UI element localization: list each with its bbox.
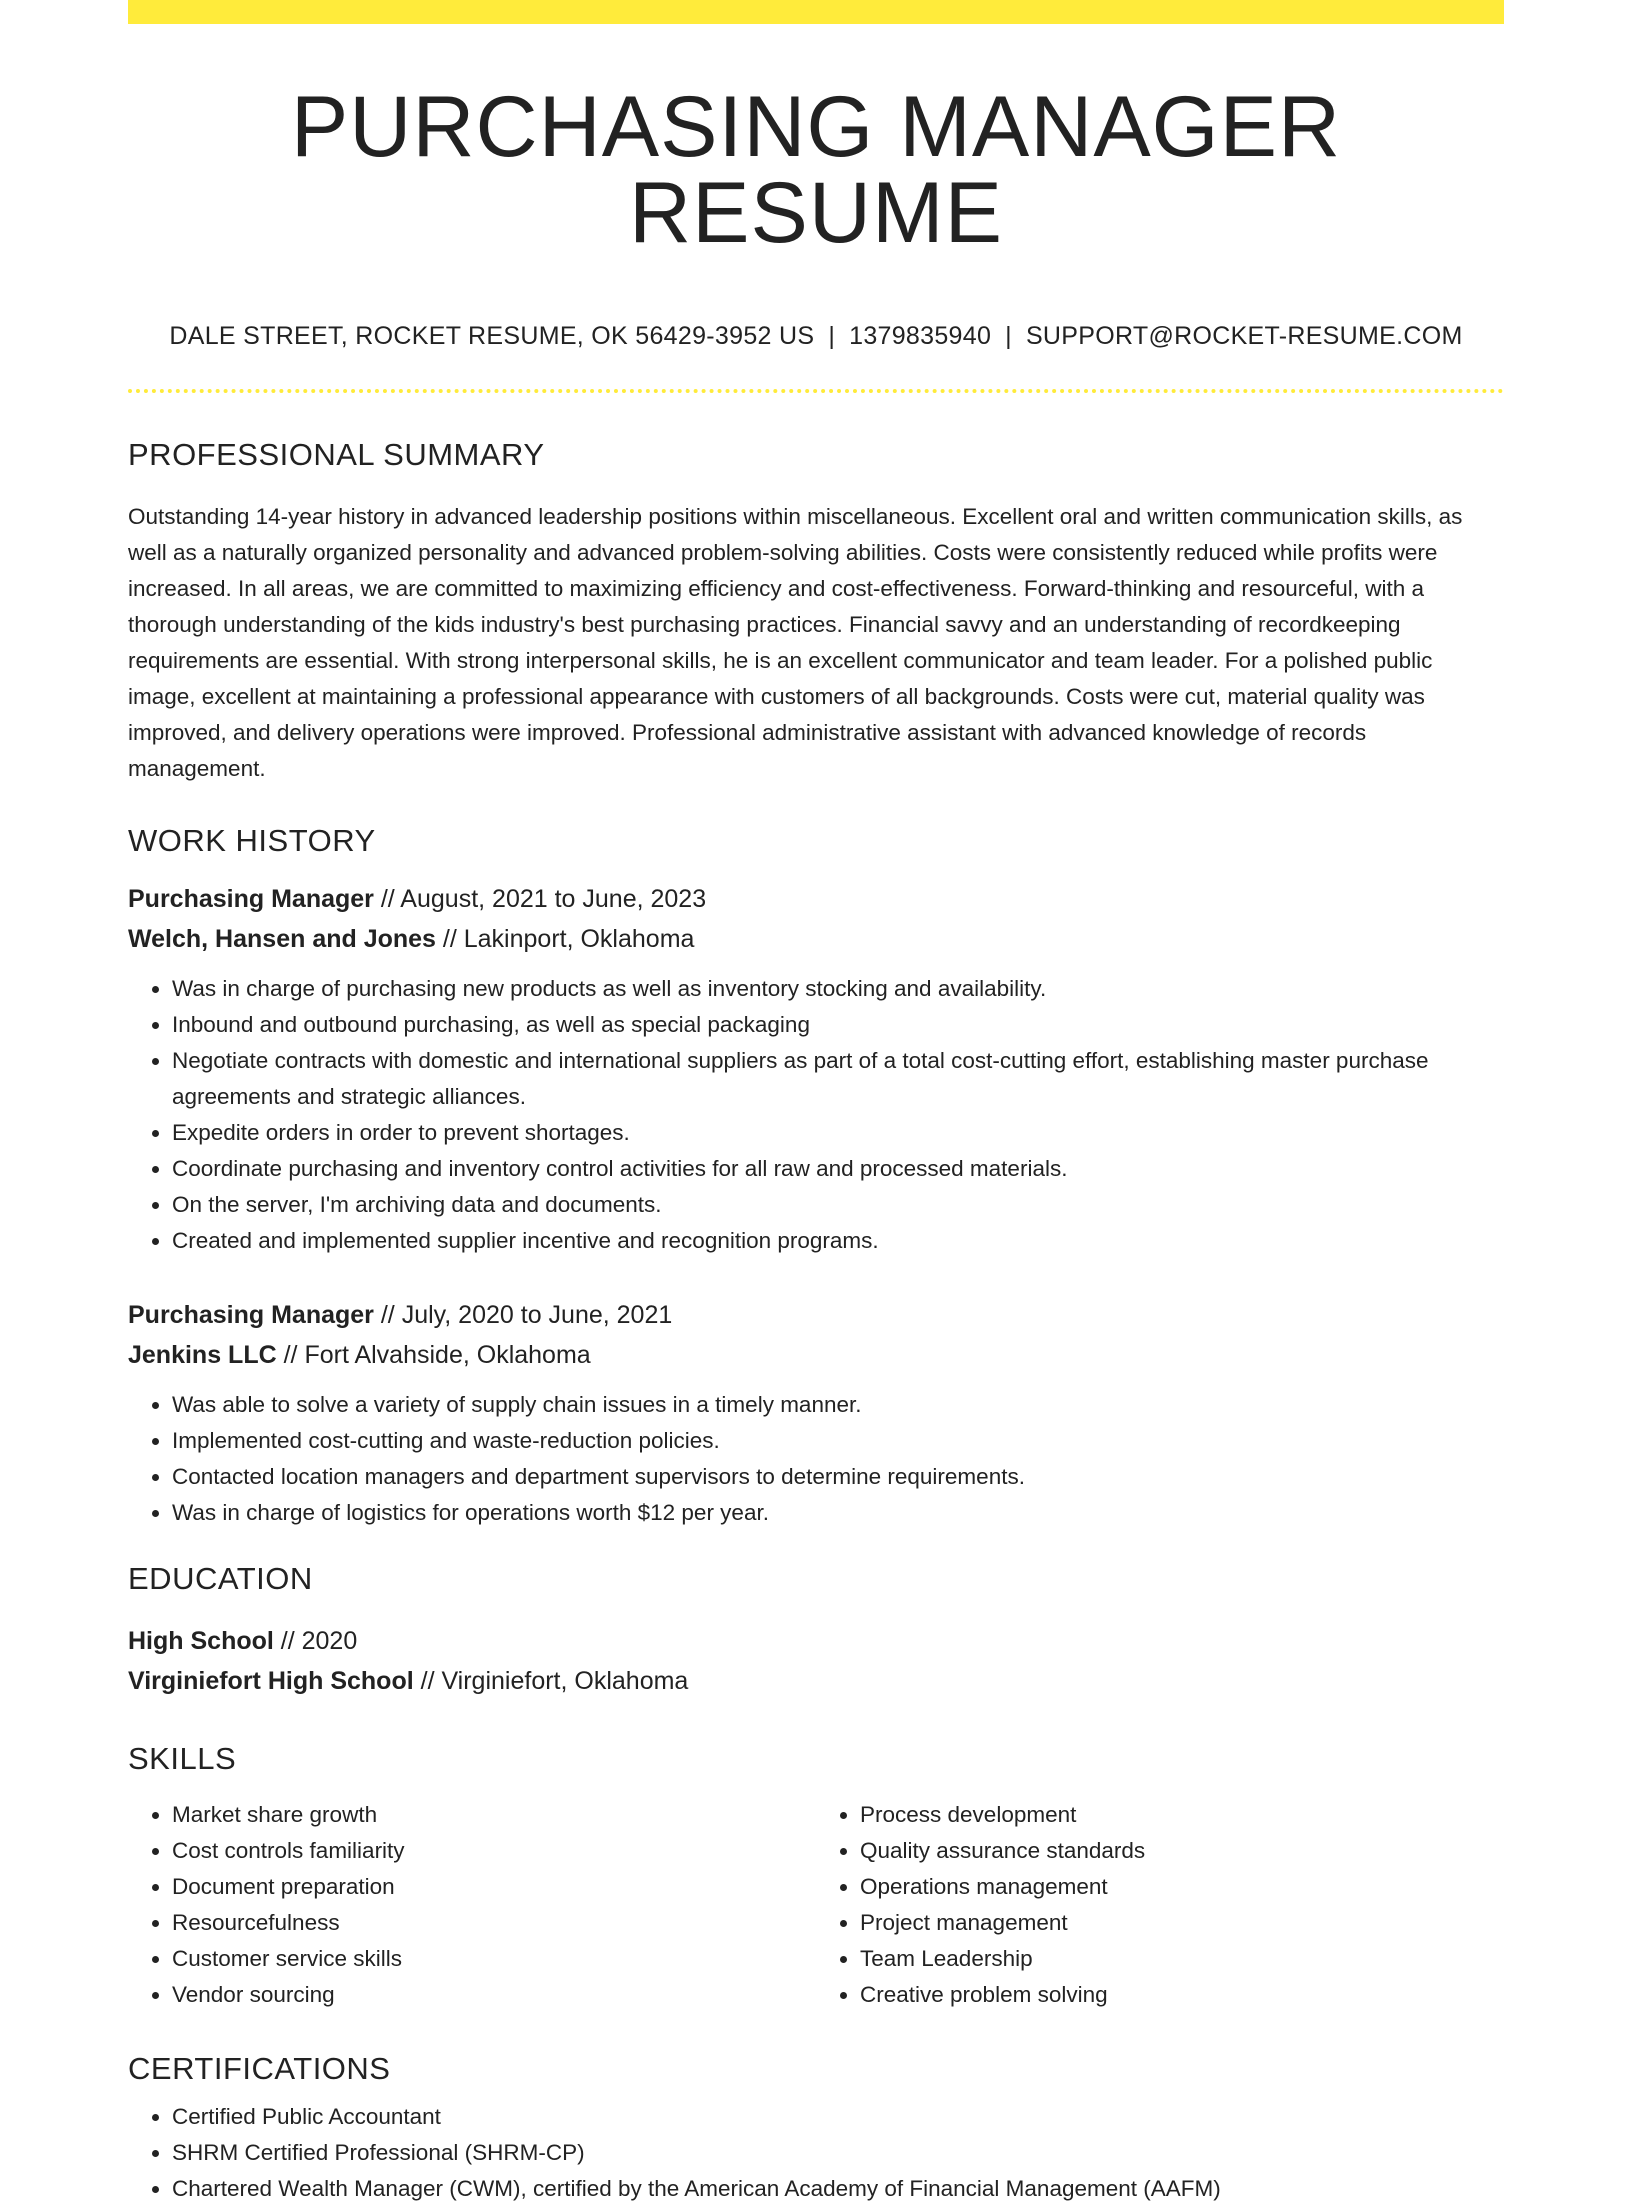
job-dates: // August, 2021 to June, 2023 bbox=[373, 885, 707, 913]
education-school-line bbox=[128, 1661, 1504, 1701]
section-heading-education: EDUCATION bbox=[128, 1561, 313, 1596]
job-bullet: • Contacted location managers and department supervisors to determine requirements. bbox=[172, 1459, 1504, 1495]
skill-item: • Resourcefulness bbox=[172, 1905, 816, 1941]
job-bullet: • Was in charge of logistics for operations worth $12 per year. bbox=[172, 1495, 1504, 1531]
skill-item: • Customer service skills bbox=[172, 1941, 816, 1977]
job-bullet: • Inbound and outbound purchasing, as well as special packaging bbox=[172, 1007, 1504, 1043]
contact-separator: | bbox=[828, 322, 836, 350]
skill-item: • Project management bbox=[860, 1905, 1504, 1941]
job-bullet: • Expedite orders in order to prevent shortages. bbox=[172, 1115, 1504, 1151]
job-bullet: • Coordinate purchasing and inventory control activities for all raw and processed materials. bbox=[172, 1151, 1504, 1187]
job-entry bbox=[128, 1295, 1504, 1531]
top-accent-bar bbox=[128, 0, 1504, 24]
skills-columns bbox=[128, 1797, 1504, 2013]
job-bullet: • Implemented cost-cutting and waste-reduction policies. bbox=[172, 1423, 1504, 1459]
job-entry bbox=[128, 879, 1504, 1259]
skill-item: • Operations management bbox=[860, 1869, 1504, 1905]
skill-item: • Creative problem solving bbox=[860, 1977, 1504, 2013]
section-heading-skills: SKILLS bbox=[128, 1741, 237, 1776]
education-school: Virginiefort High School bbox=[128, 1667, 414, 1695]
job-bullets bbox=[128, 971, 1504, 1259]
contact-line bbox=[128, 322, 1504, 351]
skill-item: • Cost controls familiarity bbox=[172, 1833, 816, 1869]
certification-item: • Certified Public Accountant bbox=[172, 2099, 1504, 2135]
job-title: Purchasing Manager bbox=[128, 1301, 374, 1329]
job-dates: // July, 2020 to June, 2021 bbox=[373, 1301, 673, 1329]
certification-item: • Chartered Wealth Manager (CWM), certified by the American Academy of Financial Management (AAFM) bbox=[172, 2171, 1504, 2207]
job-company-line bbox=[128, 919, 1504, 959]
job-bullet: • Was in charge of purchasing new products as well as inventory stocking and availability. bbox=[172, 971, 1504, 1007]
skill-item: • Market share growth bbox=[172, 1797, 816, 1833]
job-title-line bbox=[128, 879, 1504, 919]
job-company-line bbox=[128, 1335, 1504, 1375]
contact-phone: 1379835940 bbox=[849, 322, 992, 350]
job-bullet: • Was able to solve a variety of supply chain issues in a timely manner. bbox=[172, 1387, 1504, 1423]
dotted-divider bbox=[128, 389, 1504, 393]
education-location: // Virginiefort, Oklahoma bbox=[413, 1667, 689, 1695]
skill-item: • Quality assurance standards bbox=[860, 1833, 1504, 1869]
job-company: Welch, Hansen and Jones bbox=[128, 925, 436, 953]
skill-item: • Process development bbox=[860, 1797, 1504, 1833]
summary-text: Outstanding 14-year history in advanced leadership positions within miscellaneous. Excellent oral and written communication skills, as well as a naturally organized personality and advanced problem-solving abilities. Costs were consistently reduced while profits were increased. In all areas, we are committed to maximizing efficiency and cost-effectiveness. Forward-thinking and resourceful, with a thorough understanding of the kids industry's best purchasing practices. Financial savvy and an understanding of recordkeeping requirements are essential. With strong interpersonal skills, he is an excellent communicator and team leader. For a polished public image, excellent at maintaining a professional appearance with customers of all backgrounds. Costs were cut, material quality was improved, and delivery operations were improved. Professional administrative assistant with advanced knowledge of records management. bbox=[128, 504, 1463, 781]
job-bullet: • Created and implemented supplier incentive and recognition programs. bbox=[172, 1223, 1504, 1259]
job-location: // Lakinport, Oklahoma bbox=[435, 925, 695, 953]
contact-separator: | bbox=[1005, 322, 1012, 350]
education-degree-line bbox=[128, 1621, 1504, 1661]
section-heading-work-history: WORK HISTORY bbox=[128, 823, 376, 858]
job-bullet: • On the server, I'm archiving data and documents. bbox=[172, 1187, 1504, 1223]
job-location: // Fort Alvahside, Oklahoma bbox=[276, 1341, 591, 1369]
certifications-list bbox=[128, 2099, 1504, 2207]
resume-page bbox=[128, 0, 1504, 2207]
section-heading-certifications: CERTIFICATIONS bbox=[128, 2051, 391, 2086]
skill-item: • Vendor sourcing bbox=[172, 1977, 816, 2013]
job-bullet: • Negotiate contracts with domestic and international suppliers as part of a total cost-cutting effort, establishing master purchase agreements and strategic alliances. bbox=[172, 1043, 1504, 1115]
skills-list-right bbox=[816, 1797, 1504, 2013]
job-bullets bbox=[128, 1387, 1504, 1531]
contact-address: DALE STREET, ROCKET RESUME, OK 56429-3952 US bbox=[169, 322, 815, 350]
skills-list-left bbox=[128, 1797, 816, 2013]
certification-item: • SHRM Certified Professional (SHRM-CP) bbox=[172, 2135, 1504, 2171]
skill-item: • Document preparation bbox=[172, 1869, 816, 1905]
job-title-line bbox=[128, 1295, 1504, 1335]
contact-email: SUPPORT@ROCKET-RESUME.COM bbox=[1025, 322, 1463, 350]
section-heading-summary: PROFESSIONAL SUMMARY bbox=[128, 437, 545, 472]
skill-item: • Team Leadership bbox=[860, 1941, 1504, 1977]
resume-title: PURCHASING MANAGER RESUME bbox=[290, 79, 1342, 261]
job-company: Jenkins LLC bbox=[128, 1341, 277, 1369]
job-title: Purchasing Manager bbox=[128, 885, 374, 913]
education-year: // 2020 bbox=[273, 1627, 358, 1655]
education-degree: High School bbox=[128, 1627, 274, 1655]
education-entry bbox=[128, 1621, 1504, 1701]
